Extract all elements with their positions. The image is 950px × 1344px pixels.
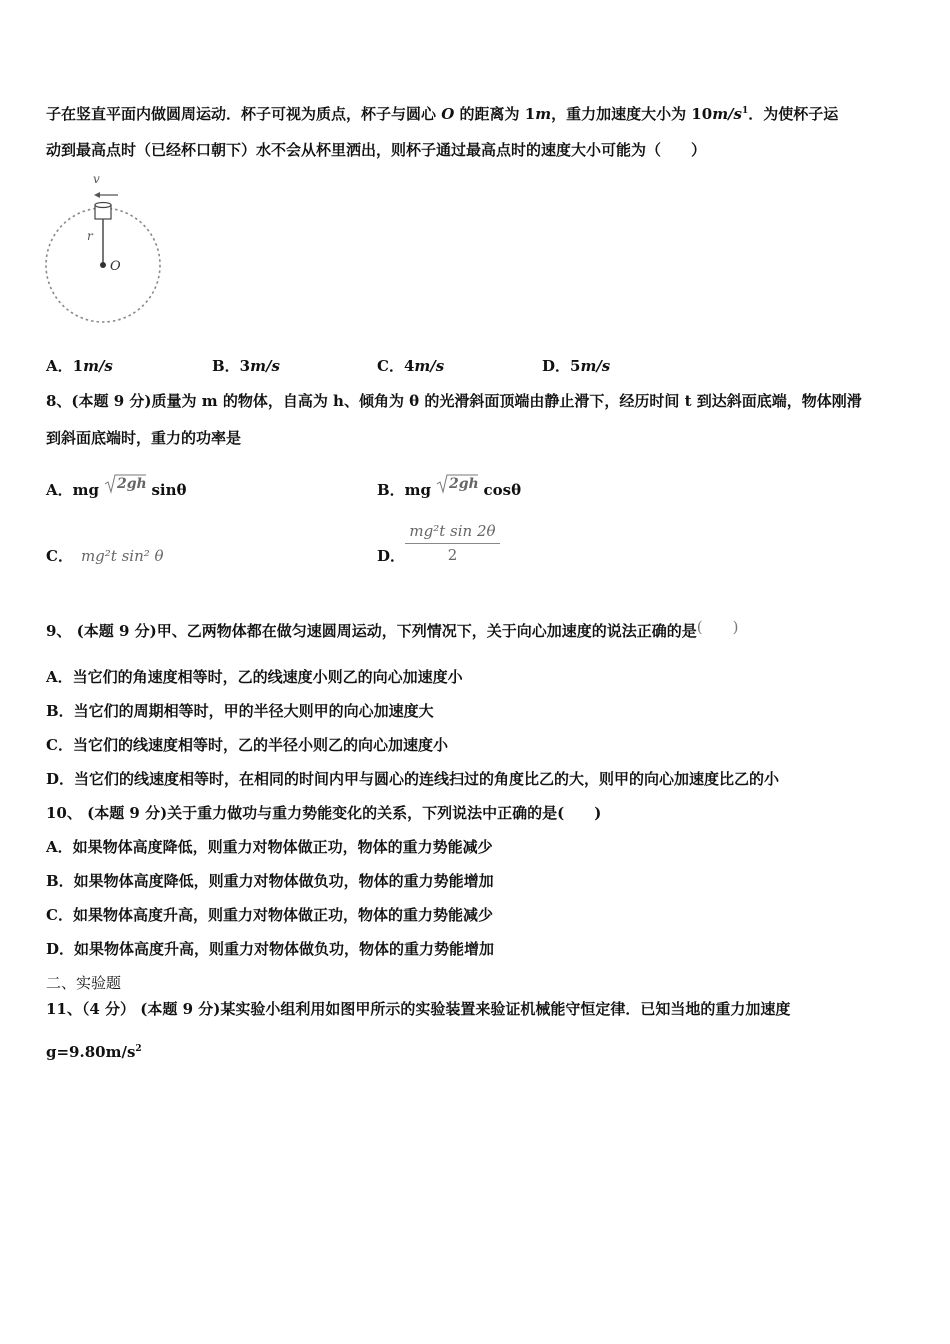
q11-line-2: $g=9.80m/s^2$ [46, 1043, 142, 1061]
q9-option-c: C．当它们的线速度相等时，乙的半径小则乙的向心加速度小 [46, 736, 448, 754]
q10-option-b: B．如果物体高度降低，则重力对物体做负功，物体的重力势能增加 [46, 872, 494, 890]
radius-label: r [87, 229, 93, 243]
q9-option-d: D．当它们的线速度相等时，在相同的时间内甲与圆心的连线扫过的角度比乙的大，则甲的向心加速度比乙的小 [46, 770, 780, 788]
q7-line-2: 动到最高点时（已经杯口朝下）水不会从杯里洒出，则杯子通过最高点时的速度大小可能为（ ） [46, 141, 707, 159]
q11-line-1: 11、（4 分） (本题 9 分)某实验小组利用如图甲所示的实验装置来验证机械能守恒定律．已知当地的重力加速度 [46, 1000, 791, 1018]
q8-option-d-label: D． [377, 547, 406, 565]
q8-line-2: 到斜面底端时，重力的功率是 [46, 429, 242, 447]
q10-option-c: C．如果物体高度升高，则重力对物体做正功，物体的重力势能减少 [46, 906, 493, 924]
q8-line-1: 8、(本题 9 分)质量为 m 的物体，自高为 h、倾角为 θ 的光滑斜面顶端由静止滑下，经历时间 t 到达斜面底端，物体刚滑 [46, 392, 862, 410]
q9-option-a: A．当它们的角速度相等时，乙的线速度小则乙的向心加速度小 [46, 668, 463, 686]
q10-option-d: D．如果物体高度升高，则重力对物体做负功，物体的重力势能增加 [46, 940, 495, 958]
svg-text:2gh: 2gh [449, 476, 479, 492]
q7-option-b: B．3m/s [212, 357, 280, 375]
velocity-label: v [93, 172, 100, 186]
section-heading: 二、实验题 [46, 974, 122, 992]
q9-stem: 9、 (本题 9 分)甲、乙两物体都在做匀速圆周运动，下列情况下，关于向心加速度的说法正确的是( ) [46, 618, 739, 640]
sqrt-2gh-b [436, 474, 478, 500]
q9-option-b: B．当它们的周期相等时，甲的半径大则甲的向心加速度大 [46, 702, 434, 720]
q8-option-c: C． mg²t sin² θ [46, 547, 164, 565]
q7-option-a: A．1m/s [46, 357, 113, 375]
q10-stem: 10、 (本题 9 分)关于重力做功与重力势能变化的关系，下列说法中正确的是( ) [46, 804, 602, 822]
sqrt-2gh-a [104, 474, 146, 500]
q8-option-d-fraction: mg²t sin 2θ 2 [405, 521, 500, 564]
q8-option-a: A．mg 2gh sinθ [46, 476, 187, 499]
q10-option-a: A．如果物体高度降低，则重力对物体做正功，物体的重力势能减少 [46, 838, 493, 856]
answer-bracket: ( ) [696, 618, 739, 636]
center-label: O [110, 259, 121, 274]
svg-text:2gh: 2gh [117, 476, 147, 492]
q7-option-c: C．4m/s [377, 357, 445, 375]
q8-option-b: B．mg 2gh cosθ [377, 476, 522, 499]
q7-option-d: D．5m/s [542, 357, 611, 375]
circular-motion-figure [44, 170, 174, 330]
q7-line-1: 子在竖直平面内做圆周运动．杯子可视为质点，杯子与圆心 O 的距离为 1m，重力加速度大小为 $10m/s^1$．为使杯子运 [46, 105, 839, 123]
